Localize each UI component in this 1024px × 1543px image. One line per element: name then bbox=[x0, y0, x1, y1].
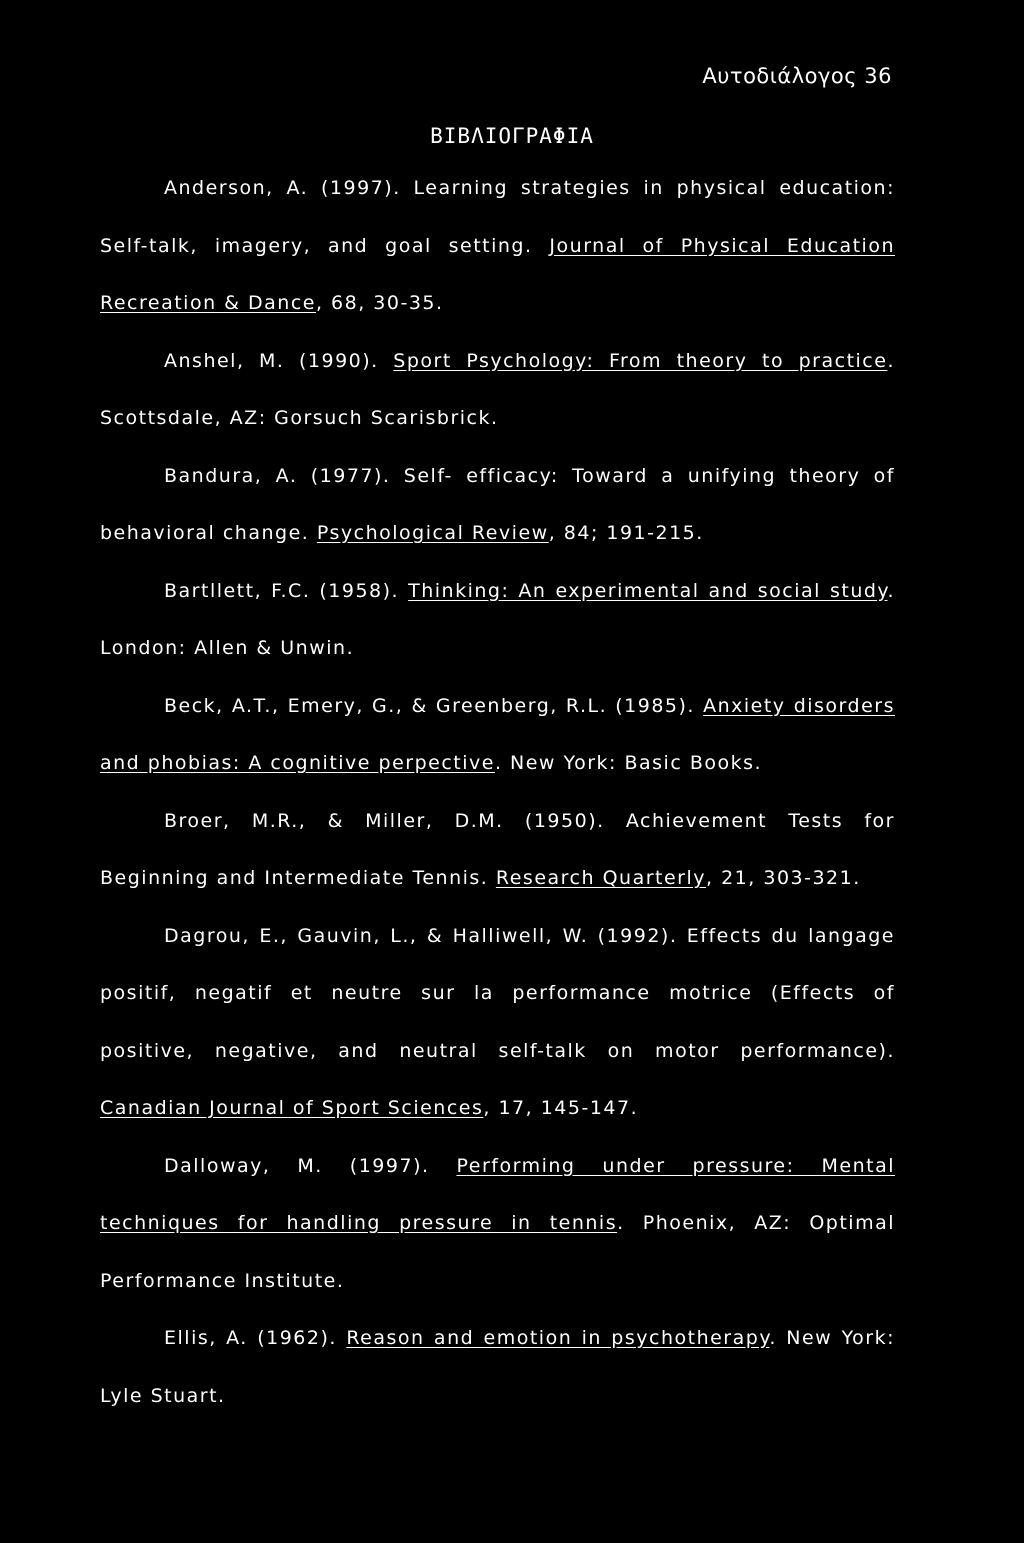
reference-entry bbox=[100, 448, 895, 563]
reference-details: , 17, 145-147. bbox=[483, 1097, 639, 1119]
reference-text: Dalloway, M. (1997). bbox=[164, 1154, 457, 1177]
reference-source: Canadian Journal of Sport Sciences bbox=[100, 1097, 484, 1119]
reference-details: , 21, 303-321. bbox=[706, 867, 861, 889]
reference-source: Reason and emotion in psychotherapy bbox=[346, 1327, 770, 1349]
reference-text: Ellis, A. (1962). bbox=[164, 1327, 347, 1349]
reference-text: Broer, M.R., & Miller, D.M. (1950). Achievement Tests for Beginning and Intermediate Tennis. bbox=[100, 809, 895, 889]
running-header: Αυτοδιάλογος 36 bbox=[702, 64, 892, 88]
reference-details: . Phoenix, AZ: Optimal Performance Institute. bbox=[100, 1212, 895, 1292]
reference-source: Journal of Physical Education Recreation & Dance bbox=[100, 234, 895, 314]
reference-text: Bartllett, F.C. (1958). bbox=[164, 579, 409, 602]
reference-entry bbox=[100, 333, 895, 448]
reference-text: Bandura, A. (1977). Self- efficacy: Toward a unifying theory of behavioral change. bbox=[100, 464, 895, 544]
reference-source: Anxiety disorders and phobias: A cognitive perpective bbox=[100, 694, 895, 774]
reference-list bbox=[100, 160, 895, 1425]
reference-details: , 84; 191-215. bbox=[548, 522, 704, 544]
reference-text: Anshel, M. (1990). bbox=[164, 349, 394, 372]
reference-text: Anderson, A. (1997). Learning strategies in physical education: Self-talk, imagery, and goal setting. bbox=[100, 177, 895, 257]
reference-details: , 68, 30-35. bbox=[315, 292, 444, 314]
reference-entry bbox=[100, 160, 895, 333]
reference-text: Dagrou, E., Gauvin, L., & Halliwell, W. (1992). Effects du langage positif, negatif et neutre sur la performance motrice (Effects of positive, negative, and neutral self-talk on motor performance). bbox=[100, 924, 895, 1062]
reference-source: Psychological Review bbox=[316, 522, 549, 544]
reference-source: Research Quarterly bbox=[495, 867, 707, 889]
reference-source: Performing under pressure: Mental techniques for handling pressure in tennis bbox=[100, 1154, 895, 1234]
reference-entry bbox=[100, 1310, 895, 1425]
reference-entry bbox=[100, 908, 895, 1138]
reference-details: . Scottsdale, AZ: Gorsuch Scarisbrick. bbox=[100, 349, 895, 429]
reference-details: . New York: Basic Books. bbox=[494, 752, 763, 774]
reference-details: . New York: Lyle Stuart. bbox=[100, 1327, 895, 1407]
reference-text: Beck, A.T., Emery, G., & Greenberg, R.L. (1985). bbox=[164, 694, 704, 717]
reference-entry bbox=[100, 793, 895, 908]
reference-entry bbox=[100, 563, 895, 678]
reference-entry bbox=[100, 1138, 895, 1311]
reference-source: Thinking: An experimental and social study bbox=[408, 579, 888, 602]
reference-entry bbox=[100, 678, 895, 793]
bibliography-title: ΒΙΒΛΙΟΓΡΑΦΙΑ bbox=[430, 124, 594, 148]
reference-details: . London: Allen & Unwin. bbox=[100, 579, 895, 659]
reference-source: Sport Psychology: From theory to practice bbox=[393, 349, 888, 372]
